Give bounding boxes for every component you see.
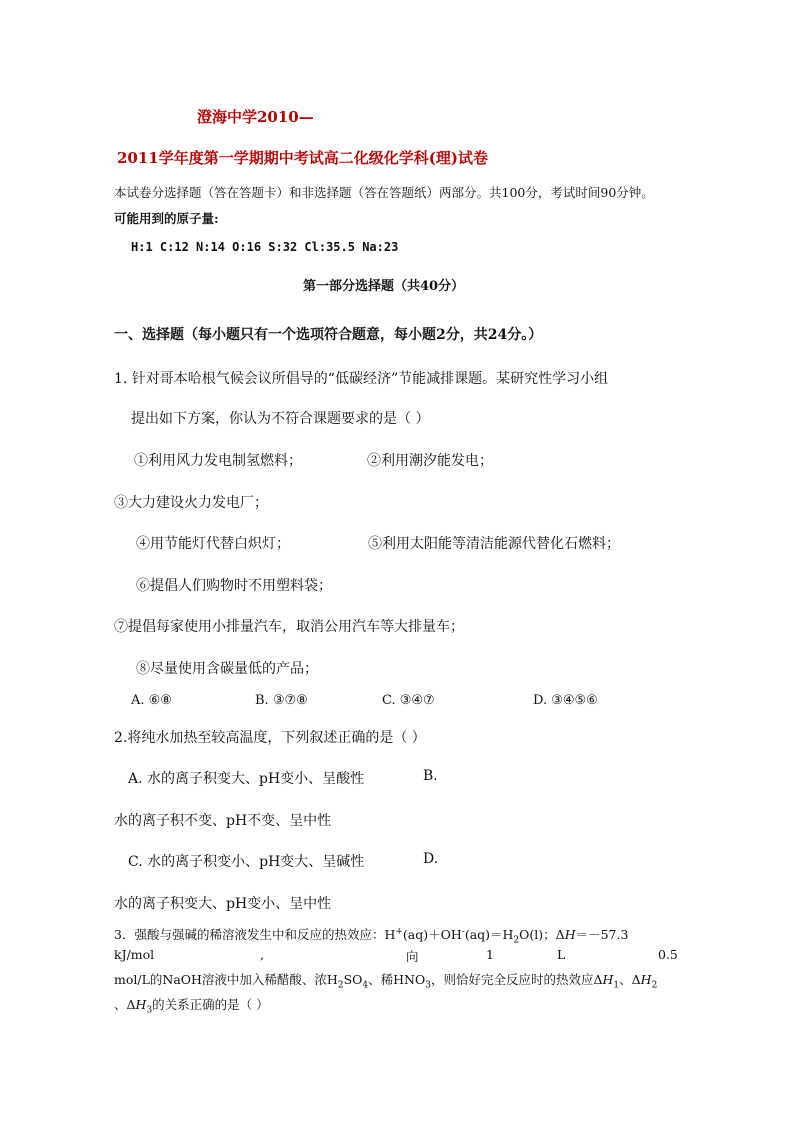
q2-option-c: C. 水的离子积变小、pH变大、呈碱性 bbox=[128, 854, 365, 870]
q1-item-1: ①利用风力发电制氢燃料； bbox=[134, 453, 302, 469]
q1-item-3: ③大力建设火力发电厂； bbox=[114, 495, 268, 511]
q2-option-d-label: D. bbox=[423, 851, 439, 867]
q3-word-kjmol: kJ/mol bbox=[114, 947, 155, 962]
q1-item-6: ⑥提倡人们购物时不用塑料袋； bbox=[136, 578, 332, 594]
q1-item-5: ⑤利用太阳能等清洁能源代替化石燃料； bbox=[368, 536, 620, 552]
q1-item-2: ②利用潮汐能发电； bbox=[367, 453, 493, 469]
q1-item-8: ⑧尽量使用含碳量低的产品； bbox=[136, 661, 318, 677]
q1-option-d: D. ③④⑤⑥ bbox=[533, 693, 598, 708]
section-title: 一、选择题（每小题只有一个选项符合题意，每小题2分，共24分。） bbox=[114, 327, 543, 343]
q3-stem-line1: 3．强酸与强碱的稀溶液发生中和反应的热效应：$H^+(aq)+OH^-(aq)=H_2O(l)$；ΔH＝－57.3 bbox=[114, 926, 629, 946]
q1-stem-line2: 提出如下方案，你认为不符合课题要求的是（ ） bbox=[131, 411, 430, 427]
q2-option-a: A. 水的离子积变大、pH变小、呈酸性 bbox=[128, 771, 365, 787]
q3-stem-line3: mol/L的NaOH溶液中加入稀醋酸、浓$H_2SO_4$、稀$HNO_3$，则恰好完全反应时的热效应$\Delta H_1$、$\Delta H_2$ bbox=[114, 972, 658, 991]
q1-item-7: ⑦提倡每家使用小排量汽车，取消公用汽车等大排量车； bbox=[114, 619, 464, 635]
exam-intro: 本试卷分选择题（答在答题卡）和非选择题（答在答题纸）两部分。共100分，考试时间90分钟。 bbox=[114, 185, 654, 200]
q3-word-conc: 0.5 bbox=[658, 947, 678, 962]
atom-mass-list: H:1 C:12 N:14 O:16 S:32 Cl:35.5 Na:23 bbox=[131, 240, 399, 254]
q2-stem: 2.将纯水加热至较高温度，下列叙述正确的是（ ） bbox=[114, 730, 426, 746]
q1-option-a: A. ⑥⑧ bbox=[131, 693, 172, 708]
q2-option-d-text: 水的离子积变大、pH变小、呈中性 bbox=[114, 896, 332, 912]
q2-option-b-label: B. bbox=[423, 768, 438, 784]
atom-mass-label: 可能用到的原子量: bbox=[114, 211, 219, 226]
q3-word-xiang: 向 bbox=[406, 949, 419, 964]
q1-option-c: C. ③④⑦ bbox=[382, 693, 435, 708]
q1-stem-line1: 1. 针对哥本哈根气候会议所倡导的“低碳经济”节能减排课题。某研究性学习小组 bbox=[114, 371, 609, 387]
part1-title: 第一部分选择题（共40分） bbox=[303, 279, 465, 294]
q3-stem-line4: 、$\Delta H_3$的关系正确的是（ ） bbox=[114, 997, 269, 1016]
q1-item-4: ④用节能灯代替白炽灯； bbox=[136, 536, 290, 552]
q2-option-b-text: 水的离子积不变、pH不变、呈中性 bbox=[114, 813, 332, 829]
q3-word-comma: , bbox=[260, 947, 264, 962]
title-line-2: 2011学年度第一学期期中考试高二化级化学科(理)试卷 bbox=[117, 149, 488, 167]
q3-word-one: 1 bbox=[486, 947, 494, 962]
q3-word-l: L bbox=[557, 947, 566, 962]
q1-option-b: B. ③⑦⑧ bbox=[255, 693, 308, 708]
title-line-1: 澄海中学2010— bbox=[197, 108, 314, 126]
